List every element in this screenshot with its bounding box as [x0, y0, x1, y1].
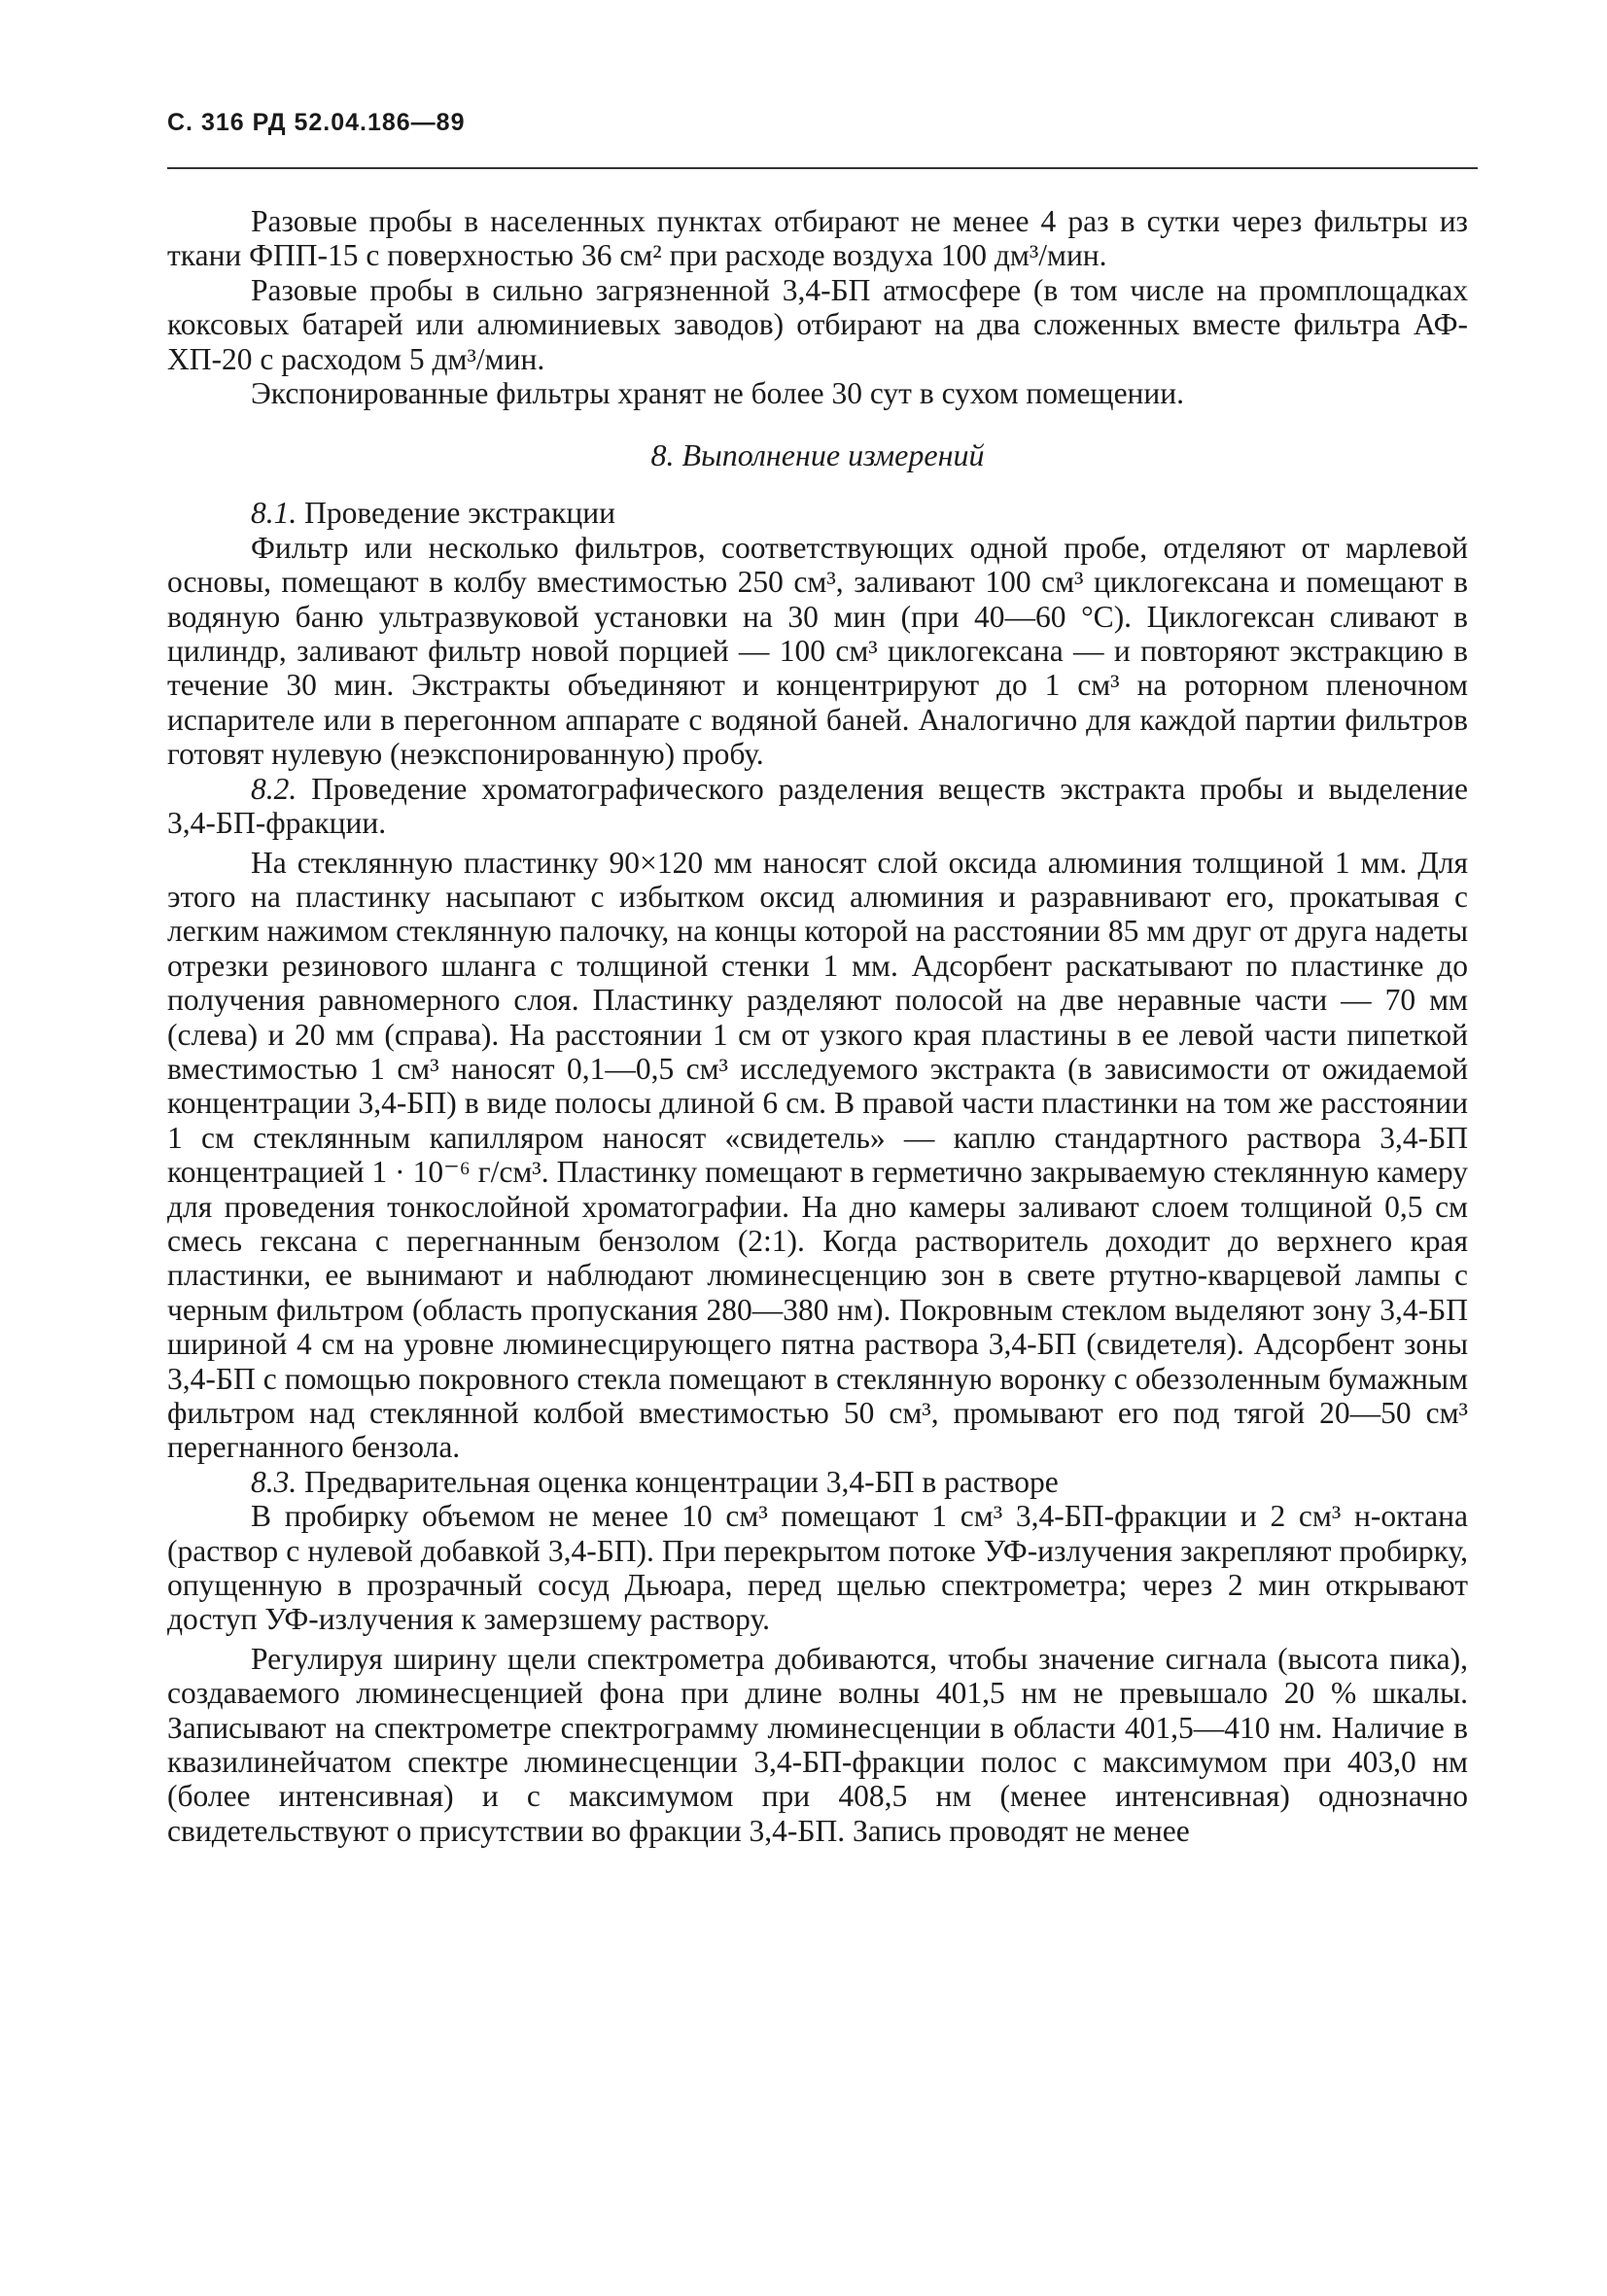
subsection-title: Предварительная оценка концентрации 3,4-БП в растворе — [304, 1464, 1059, 1499]
section-title: 8. Выполнение измерений — [650, 437, 985, 473]
subsection-8-2-heading — [167, 772, 1468, 841]
paragraph-polluted-samples: Разовые пробы в сильно загрязненной 3,4-БП атмосфере (в том числе на промплощадках коксовых батарей или алюминиевых заводов) отбирают на два сложенных вместе фильтра АФ-ХП-20 с расходом 5 дм³/мин. — [167, 272, 1468, 376]
paragraph-spectrometer: Регулируя ширину щели спектрометра добиваются, чтобы значение сигнала (высота пика), создаваемого люминесценцией фона при длине волны 401,5 нм не превышало 20 % шкалы. Записывают на спектрометре спектрограмму люминесценции в области 401,5—410 нм. Наличие в квазилинейчатом спектре люминесценции 3,4-БП-фракции полос с максимумом при 403,0 нм (более интенсивная) и с максимумом при 408,5 нм (менее интенсивная) однозначно свидетельствуют о присутствии во фракции 3,4-БП. Запись проводят не менее — [167, 1641, 1468, 1848]
paragraph-extraction: Фильтр или несколько фильтров, соответствующих одной пробе, отделяют от марлевой основы, помещают в колбу вместимостью 250 см³, заливают 100 см³ циклогексана и помещают в водяную баню ультразвуковой установки на 30 мин (при 40—60 °С). Циклогексан сливают в цилиндр, заливают фильтр новой порцией — 100 см³ циклогексана — и повторяют экстракцию в течение 30 мин. Экстракты объединяют и концентрируют до 1 см³ на роторном пленочном испарителе или в перегонном аппарате с водяной баней. Аналогично для каждой партии фильтров готовят нулевую (неэкспонированную) пробу. — [167, 530, 1468, 772]
page-body — [167, 204, 1468, 1848]
page-header: С. 316 РД 52.04.186—89 — [167, 109, 466, 136]
subsection-number: 8.2. — [251, 771, 297, 806]
subsection-number: 8.3. — [251, 1464, 297, 1499]
header-rule — [167, 167, 1478, 169]
subsection-8-3-heading — [167, 1465, 1468, 1499]
paragraph-preliminary-estimate: В пробирку объемом не менее 10 см³ помещают 1 см³ 3,4-БП-фракции и 2 см³ н-октана (раствор с нулевой добавкой 3,4-БП). При перекрытом потоке УФ-излучения закрепляют пробирку, опущенную в прозрачный сосуд Дьюара, перед щелью спектрометра; через 2 мин открывают доступ УФ-излучения к замерзшему раствору. — [167, 1499, 1468, 1637]
paragraph-daily-samples: Разовые пробы в населенных пунктах отбирают не менее 4 раз в сутки через фильтры из ткани ФПП-15 с поверхностью 36 см² при расходе воздуха 100 дм³/мин. — [167, 204, 1468, 273]
paragraph-storage: Экспонированные фильтры хранят не более 30 сут в сухом помещении. — [251, 376, 1184, 411]
subsection-8-1-heading — [167, 496, 1468, 530]
subsection-title: Проведение хроматографического разделения веществ экстракта пробы и выделение 3,4-БП-фракции. — [167, 771, 1468, 841]
subsection-title: Проведение экстракции — [304, 496, 615, 531]
paragraph-chromatography: На стеклянную пластинку 90×120 мм наносят слой оксида алюминия толщиной 1 мм. Для этого на пластинку насыпают с избытком оксид алюминия и разравнивают его, прокатывая с легким нажимом стеклянную палочку, на концы которой на расстоянии 85 мм друг от друга надеты отрезки резинового шланга с толщиной стенки 1 мм. Адсорбент раскатывают по пластинке до получения равномерного слоя. Пластинку разделяют полосой на две неравные части — 70 мм (слева) и 20 мм (справа). На расстоянии 1 см от узкого края пластины в ее левой части пипеткой вместимостью 1 см³ наносят 0,1—0,5 см³ исследуемого экстракта (в зависимости от ожидаемой концентрации 3,4-БП) в виде полосы длиной 6 см. В правой части пластинки на том же расстоянии 1 см стеклянным капилляром наносят «свидетель» — каплю стандартного раствора 3,4-БП концентрацией 1 · 10⁻⁶ г/см³. Пластинку помещают в герметично закрываемую стеклянную камеру для проведения тонкослойной хроматографии. На дно камеры заливают слоем толщиной 0,5 см смесь гексана с перегнанным бензолом (2:1). Когда растворитель доходит до верхнего края пластинки, ее вынимают и наблюдают люминесценцию зон в свете ртутно-кварцевой лампы с черным фильтром (область пропускания 280—380 нм). Покровным стеклом выделяют зону 3,4-БП шириной 4 см на уровне люминесцирующего пятна раствора 3,4-БП (свидетеля). Адсорбент зоны 3,4-БП с помощью покровного стекла помещают в стеклянную воронку с обеззоленным бумажным фильтром над стеклянной колбой вместимостью 50 см³, промывают его под тягой 20—50 см³ перегнанного бензола. — [167, 845, 1468, 1465]
subsection-number: 8.1. — [251, 496, 297, 531]
